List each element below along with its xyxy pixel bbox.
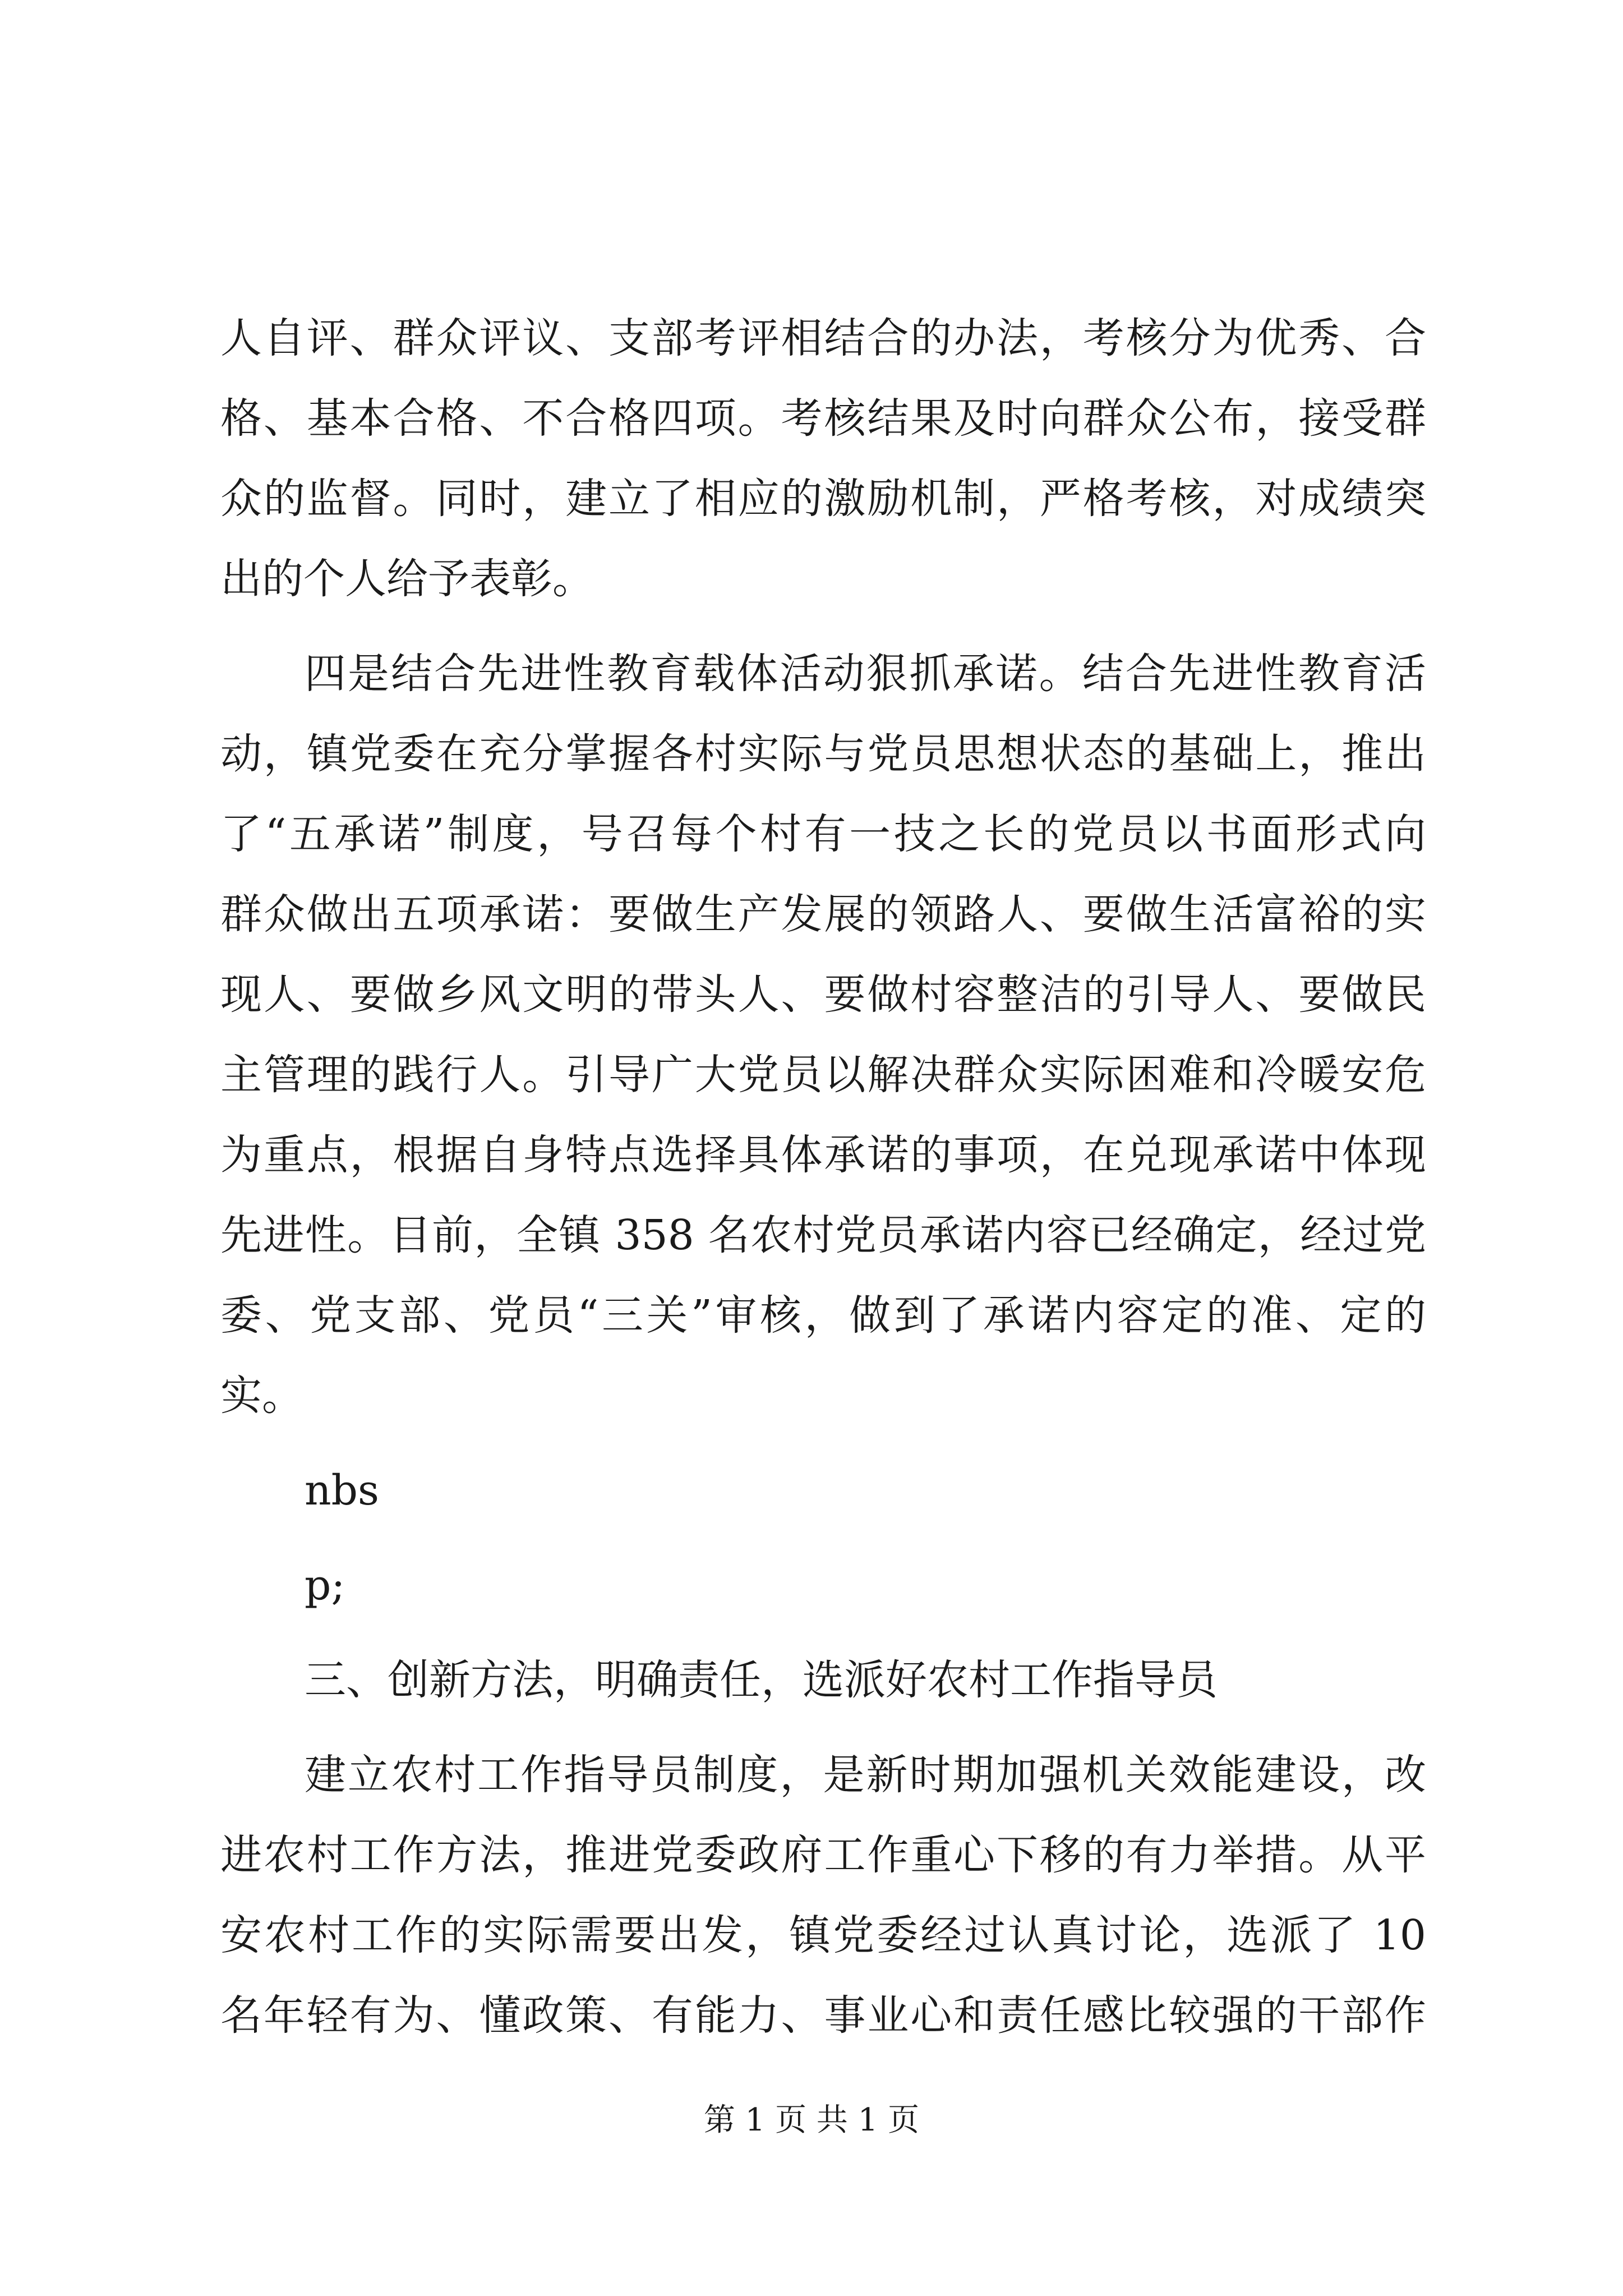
text-line: p; xyxy=(305,1561,345,1609)
page-number-label: 第 1 页 共 1 页 xyxy=(703,2102,920,2138)
section-heading: 三、创新方法，明确责任，选派好农村工作指导员 xyxy=(305,1656,1218,1704)
text-line: 进农村工作方法，推进党委政府工作重心下移的有力举措。从平 xyxy=(220,1831,1426,1879)
text-line: 先进性。目前，全镇 358 名农村党员承诺内容已经确定，经过党 xyxy=(220,1211,1426,1259)
text-line: 安农村工作的实际需要出发，镇党委经过认真讨论，选派了 10 xyxy=(220,1911,1426,1959)
text-line: 现人、要做乡风文明的带头人、要做村容整洁的引导人、要做民 xyxy=(220,970,1426,1019)
text-line: 为重点，根据自身特点选择具体承诺的事项，在兑现承诺中体现 xyxy=(220,1131,1426,1179)
text-line: 人自评、群众评议、支部考评相结合的办法，考核分为优秀、合 xyxy=(220,314,1426,362)
text-line: 名年轻有为、懂政策、有能力、事业心和责任感比较强的干部作 xyxy=(220,1991,1426,2040)
text-line: 众的监督。同时，建立了相应的激励机制，严格考核，对成绩突 xyxy=(220,475,1426,523)
text-line: 委、党支部、党员“三关”审核，做到了承诺内容定的准、定的 xyxy=(220,1291,1426,1340)
text-line: nbs xyxy=(305,1466,380,1515)
text-line: 格、基本合格、不合格四项。考核结果及时向群众公布，接受群 xyxy=(220,394,1426,443)
text-line: 建立农村工作指导员制度，是新时期加强机关效能建设，改 xyxy=(305,1751,1426,1799)
text-line: 了“五承诺”制度，号召每个村有一技之长的党员以书面形式向 xyxy=(220,810,1426,858)
page-footer xyxy=(0,2101,1623,2140)
text-line: 主管理的践行人。引导广大党员以解决群众实际困难和冷暖安危 xyxy=(220,1051,1426,1099)
text-line: 动，镇党委在充分掌握各村实际与党员思想状态的基础上，推出 xyxy=(220,730,1426,778)
text-line: 四是结合先进性教育载体活动狠抓承诺。结合先进性教育活 xyxy=(305,650,1426,698)
text-line: 出的个人给予表彰。 xyxy=(220,555,594,603)
text-line: 群众做出五项承诺：要做生产发展的领路人、要做生活富裕的实 xyxy=(220,890,1426,938)
document-body xyxy=(220,298,1426,2056)
text-line: 实。 xyxy=(220,1372,303,1420)
